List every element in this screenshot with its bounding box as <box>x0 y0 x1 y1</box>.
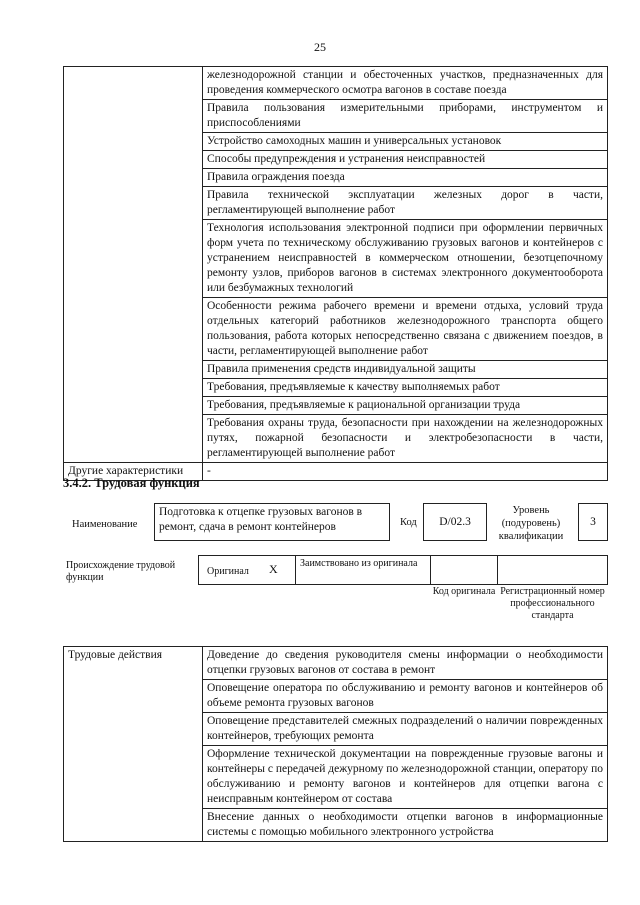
requirement-row: железнодорожной станции и обесточенных участков, предназначенных для проведения коммерческого осмотра вагонов в составе поезда <box>203 67 608 100</box>
requirement-row: Правила технической эксплуатации железных дорог в части, регламентирующей выполнение работ <box>203 187 608 220</box>
origin-code-label: Код оригинала <box>432 586 496 597</box>
requirement-row: Правила пользования измерительными приборами, инструментом и приспособлениями <box>203 100 608 133</box>
level-box: 3 <box>578 503 608 541</box>
code-label: Код <box>400 517 417 528</box>
requirement-row: Требования, предъявляемые к рациональной организации труда <box>203 397 608 415</box>
reg-number-label: Регистрационный номер профессионального стандарта <box>500 586 605 621</box>
labor-actions-table <box>63 646 608 842</box>
function-name-box: Подготовка к отцепке грузовых вагонов в ремонт, сдача в ремонт контейнеров <box>154 503 390 541</box>
name-label: Наименование <box>72 519 138 530</box>
origin-label: Происхождение трудовой функции <box>66 560 176 583</box>
other-characteristics-value: - <box>203 463 608 481</box>
requirement-row: Устройство самоходных машин и универсальных установок <box>203 133 608 151</box>
original-label: Оригинал <box>207 566 249 577</box>
labor-action-row: Оформление технической документации на поврежденные грузовые вагоны и контейнеры с передачей дежурному по железнодорожной станции, оператору по обслуживанию и ремонту вагонов и контейнеров для отцепки вагона с неисправным контейнером от состава <box>203 746 608 809</box>
labor-action-row: Доведение до сведения руководителя смены информации о необходимости отцепки грузовых вагонов от состава в ремонт <box>203 647 608 680</box>
other-characteristics-label: Другие характеристики <box>64 463 203 481</box>
origin-original-box <box>198 555 296 585</box>
requirement-row: Правила применения средств индивидуальной защиты <box>203 361 608 379</box>
level-label: Уровень (подуровень) квалификации <box>498 505 564 542</box>
labor-actions-label: Трудовые действия <box>64 647 203 842</box>
labor-action-row: Оповещение оператора по обслуживанию и ремонту вагонов и контейнеров об объеме ремонта грузовых вагонов <box>203 680 608 713</box>
requirement-row: Способы предупреждения и устранения неисправностей <box>203 151 608 169</box>
requirement-row: Требования, предъявляемые к качеству выполняемых работ <box>203 379 608 397</box>
requirements-table <box>63 66 608 481</box>
borrowed-box: Заимствовано из оригинала <box>295 555 431 585</box>
function-code-box: D/02.3 <box>423 503 487 541</box>
requirements-left-cell <box>64 67 203 463</box>
reg-number-box <box>497 555 608 585</box>
origin-code-box <box>430 555 498 585</box>
requirement-row: Правила ограждения поезда <box>203 169 608 187</box>
page-number: 25 <box>314 40 326 54</box>
original-mark: X <box>269 562 278 576</box>
labor-action-row: Внесение данных о необходимости отцепки вагонов в информационные системы с помощью мобильного электронного устройства <box>203 809 608 842</box>
section-title: 3.4.2. Трудовая функция <box>63 476 200 490</box>
labor-action-row: Оповещение представителей смежных подразделений о наличии поврежденных контейнеров, требующих ремонта <box>203 713 608 746</box>
requirement-row: Технология использования электронной подписи при оформлении первичных форм учета по техническому обслуживанию грузовых вагонов и контейнеров с устранением неисправностей в коммерческом отношении, безотцепочному ремонту узлов, приборов вагонов в системах электронного документооборота или безбумажных технологий <box>203 220 608 298</box>
requirement-row: Особенности режима рабочего времени и времени отдыха, условий труда отдельных категорий работников железнодорожного транспорта общего пользования, работа которых непосредственно связана с движением поездов, в части, регламентирующей выполнение работ <box>203 298 608 361</box>
requirement-row: Требования охраны труда, безопасности при нахождении на железнодорожных путях, пожарной безопасности и электробезопасности в части, регламентирующей выполнение работ <box>203 415 608 463</box>
